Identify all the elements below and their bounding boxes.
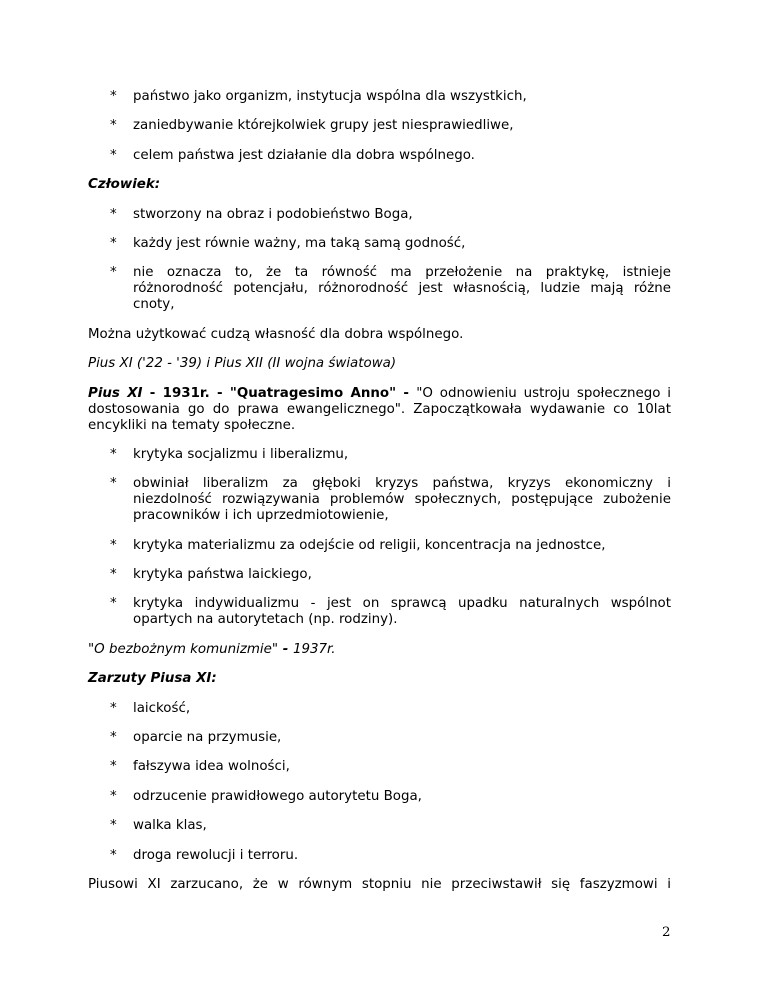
bullet-star: * bbox=[110, 206, 117, 222]
paragraph-quadragesimo bbox=[88, 386, 671, 434]
list-item-text: nie oznacza to, że ta równość ma przełożenie na praktykę, istnieje różnorodność potencjału, różnorodność jest własnością, ludzie mają różne cnoty, bbox=[133, 265, 671, 313]
heading-czlowiek: Człowiek: bbox=[88, 177, 161, 193]
list-item bbox=[88, 236, 671, 252]
bullet-star: * bbox=[110, 537, 117, 553]
bullet-star: * bbox=[110, 596, 117, 612]
list-item-text: fałszywa idea wolności, bbox=[133, 759, 290, 775]
paragraph-wlasnosc: Można użytkować cudzą własność dla dobra wspólnego. bbox=[88, 326, 464, 342]
list-item bbox=[88, 596, 671, 628]
bullet-star: * bbox=[110, 476, 117, 492]
paragraph-last-text: Piusowi XI zarzucano, że w równym stopniu nie przeciwstawił się faszyzmowi i bbox=[88, 876, 671, 892]
bullet-star: * bbox=[110, 89, 117, 104]
heading-zarzuty: Zarzuty Piusa XI: bbox=[88, 671, 217, 687]
list-item-text: każdy jest równie ważny, ma taką samą godność, bbox=[133, 235, 466, 251]
page-number: 2 bbox=[662, 925, 671, 940]
list-item bbox=[88, 701, 671, 717]
list-item bbox=[88, 848, 671, 864]
separator: - bbox=[278, 641, 293, 657]
list-item bbox=[88, 730, 671, 746]
separator: - bbox=[142, 385, 163, 401]
list-item-text: stworzony na obraz i podobieństwo Boga, bbox=[133, 206, 413, 222]
list-item-text: oparcie na przymusie, bbox=[133, 730, 282, 746]
encyclical-year: 1937r. bbox=[292, 641, 336, 657]
list-item bbox=[88, 447, 671, 463]
list-item bbox=[88, 818, 671, 834]
pius-name: Pius XI bbox=[88, 385, 143, 401]
paragraph-bezboznym bbox=[88, 642, 671, 658]
bullet-star: * bbox=[110, 700, 117, 716]
list-item bbox=[88, 148, 671, 164]
list-item-text: krytyka materializmu za odejście od religii, koncentracja na jednostce, bbox=[133, 537, 606, 553]
list-item-text: obwiniał liberalizm za głęboki kryzys państwa, kryzys ekonomiczny i niezdolność rozwiązywania problemów społecznych, postępujące zubożenie pracowników i ich uprzedmiotowienie, bbox=[133, 476, 671, 524]
separator: - bbox=[396, 385, 417, 401]
bullet-star: * bbox=[110, 147, 117, 163]
list-item bbox=[88, 759, 671, 775]
list-item bbox=[88, 265, 671, 313]
list-item-text: krytyka indywidualizmu - jest on sprawcą upadku naturalnych wspólnot opartych na autorytetach (np. rodziny). bbox=[133, 596, 671, 628]
list-item bbox=[88, 538, 671, 554]
list-item bbox=[88, 476, 671, 524]
list-item bbox=[88, 89, 671, 105]
bullet-star: * bbox=[110, 759, 117, 775]
list-item bbox=[88, 207, 671, 223]
bullet-star: * bbox=[110, 235, 117, 251]
encyclical-title: "Quatragesimo Anno" bbox=[229, 385, 397, 401]
list-item-text: celem państwa jest działanie dla dobra wspólnego. bbox=[133, 147, 475, 163]
list-item-text: zaniedbywanie którejkolwiek grupy jest niesprawiedliwe, bbox=[133, 118, 514, 134]
encyclical-description: "O odnowieniu ustroju społecznego i dostosowania go do prawa ewangelicznego". Zapoczątkowała wydawanie co 10lat encykliki na tematy społeczne. bbox=[88, 385, 671, 433]
bullet-star: * bbox=[110, 818, 117, 834]
list-item-text: odrzucenie prawidłowego autorytetu Boga, bbox=[133, 788, 422, 804]
encyclical-year: 1931r. bbox=[162, 385, 210, 401]
list-item-text: krytyka państwa laickiego, bbox=[133, 567, 312, 583]
list-item-text: laickość, bbox=[133, 700, 191, 716]
list-item bbox=[88, 789, 671, 805]
document-page bbox=[88, 89, 671, 906]
list-item-text: państwo jako organizm, instytucja wspólna dla wszystkich, bbox=[133, 89, 527, 104]
bullet-star: * bbox=[110, 265, 117, 281]
list-item bbox=[88, 118, 671, 134]
list-item-text: droga rewolucji i terroru. bbox=[133, 847, 299, 863]
separator: - bbox=[209, 385, 230, 401]
bullet-star: * bbox=[110, 567, 117, 583]
list-item-text: walka klas, bbox=[133, 818, 207, 834]
encyclical-title: "O bezbożnym komunizmie" bbox=[88, 641, 279, 657]
bullet-star: * bbox=[110, 118, 117, 134]
paragraph-pius: Pius XI ('22 - '39) i Pius XII (II wojna światowa) bbox=[88, 356, 397, 372]
paragraph-last bbox=[88, 877, 671, 893]
list-item bbox=[88, 567, 671, 583]
list-item-text: krytyka socjalizmu i liberalizmu, bbox=[133, 446, 349, 462]
bullet-star: * bbox=[110, 847, 117, 863]
bullet-star: * bbox=[110, 446, 117, 462]
bullet-star: * bbox=[110, 788, 117, 804]
bullet-star: * bbox=[110, 730, 117, 746]
